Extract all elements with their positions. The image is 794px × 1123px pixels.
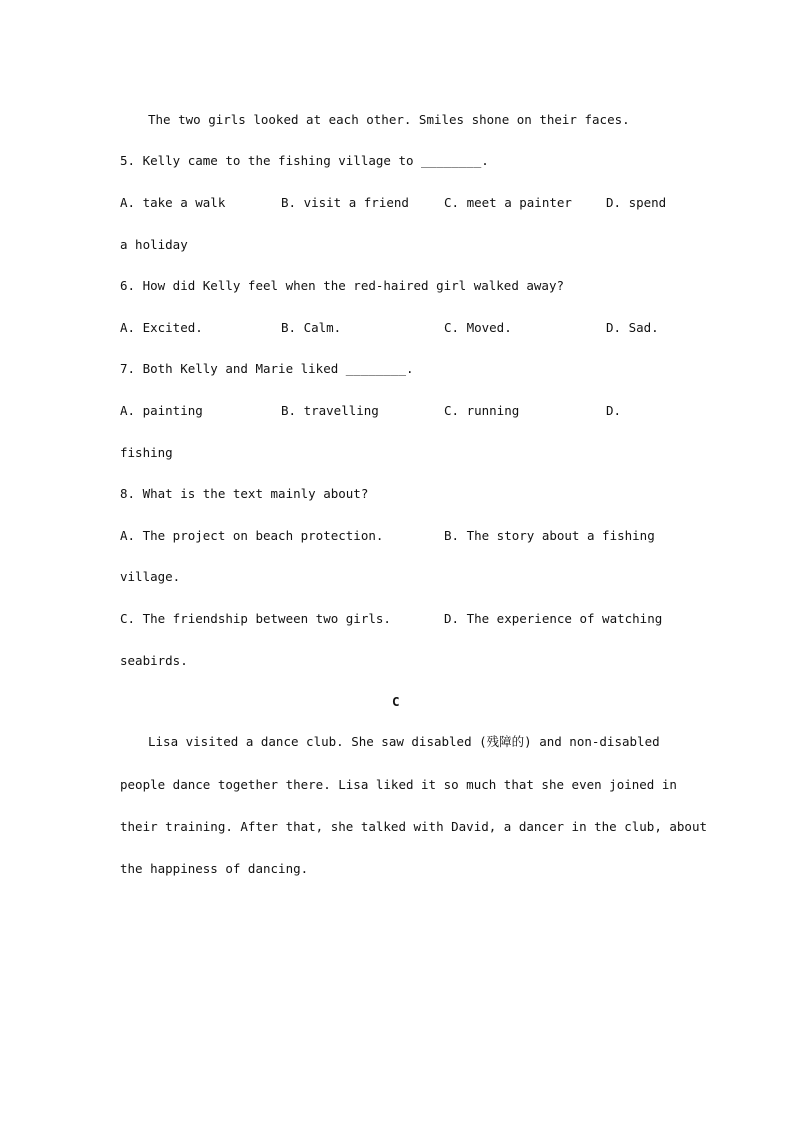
question-8-option-d: D. The experience of watching [444, 611, 663, 626]
section-c-heading: C [392, 694, 400, 709]
question-6-stem: 6. How did Kelly feel when the red-haired girl walked away? [120, 278, 565, 293]
question-8-stem: 8. What is the text mainly about? [120, 486, 369, 501]
question-6-option-c: C. Moved. [444, 320, 512, 335]
section-c-paragraph-line: their training. After that, she talked with David, a dancer in the club, about [120, 819, 707, 834]
question-6-option-b: B. Calm. [281, 320, 342, 335]
question-5-stem: 5. Kelly came to the fishing village to ________. [120, 153, 489, 168]
question-8-option-b: B. The story about a fishing [444, 528, 655, 543]
question-7-stem: 7. Both Kelly and Marie liked ________. [120, 361, 414, 376]
question-5-option-c: C. meet a painter [444, 195, 572, 210]
question-7-option-c: C. running [444, 403, 520, 418]
question-7-option-a: A. painting [120, 403, 203, 418]
question-5-option-d: D. spend [606, 195, 667, 210]
question-8-option-d-continued: seabirds. [120, 653, 188, 668]
question-5-option-b: B. visit a friend [281, 195, 409, 210]
question-8-option-c: C. The friendship between two girls. [120, 611, 391, 626]
question-7-option-d-continued: fishing [120, 445, 173, 460]
question-7-option-d: D. [606, 403, 622, 418]
question-6-option-d: D. Sad. [606, 320, 659, 335]
question-6-option-a: A. Excited. [120, 320, 203, 335]
question-7-option-b: B. travelling [281, 403, 379, 418]
section-c-paragraph-line: Lisa visited a dance club. She saw disabled (残障的) and non-disabled [148, 734, 660, 749]
section-c-paragraph-line: the happiness of dancing. [120, 861, 309, 876]
question-8-option-a: A. The project on beach protection. [120, 528, 384, 543]
section-c-paragraph-line: people dance together there. Lisa liked it so much that she even joined in [120, 777, 677, 792]
question-5-option-a: A. take a walk [120, 195, 226, 210]
question-5-option-d-continued: a holiday [120, 237, 188, 252]
question-8-option-b-continued: village. [120, 569, 181, 584]
passage-b-closing-line: The two girls looked at each other. Smiles shone on their faces. [148, 112, 630, 127]
